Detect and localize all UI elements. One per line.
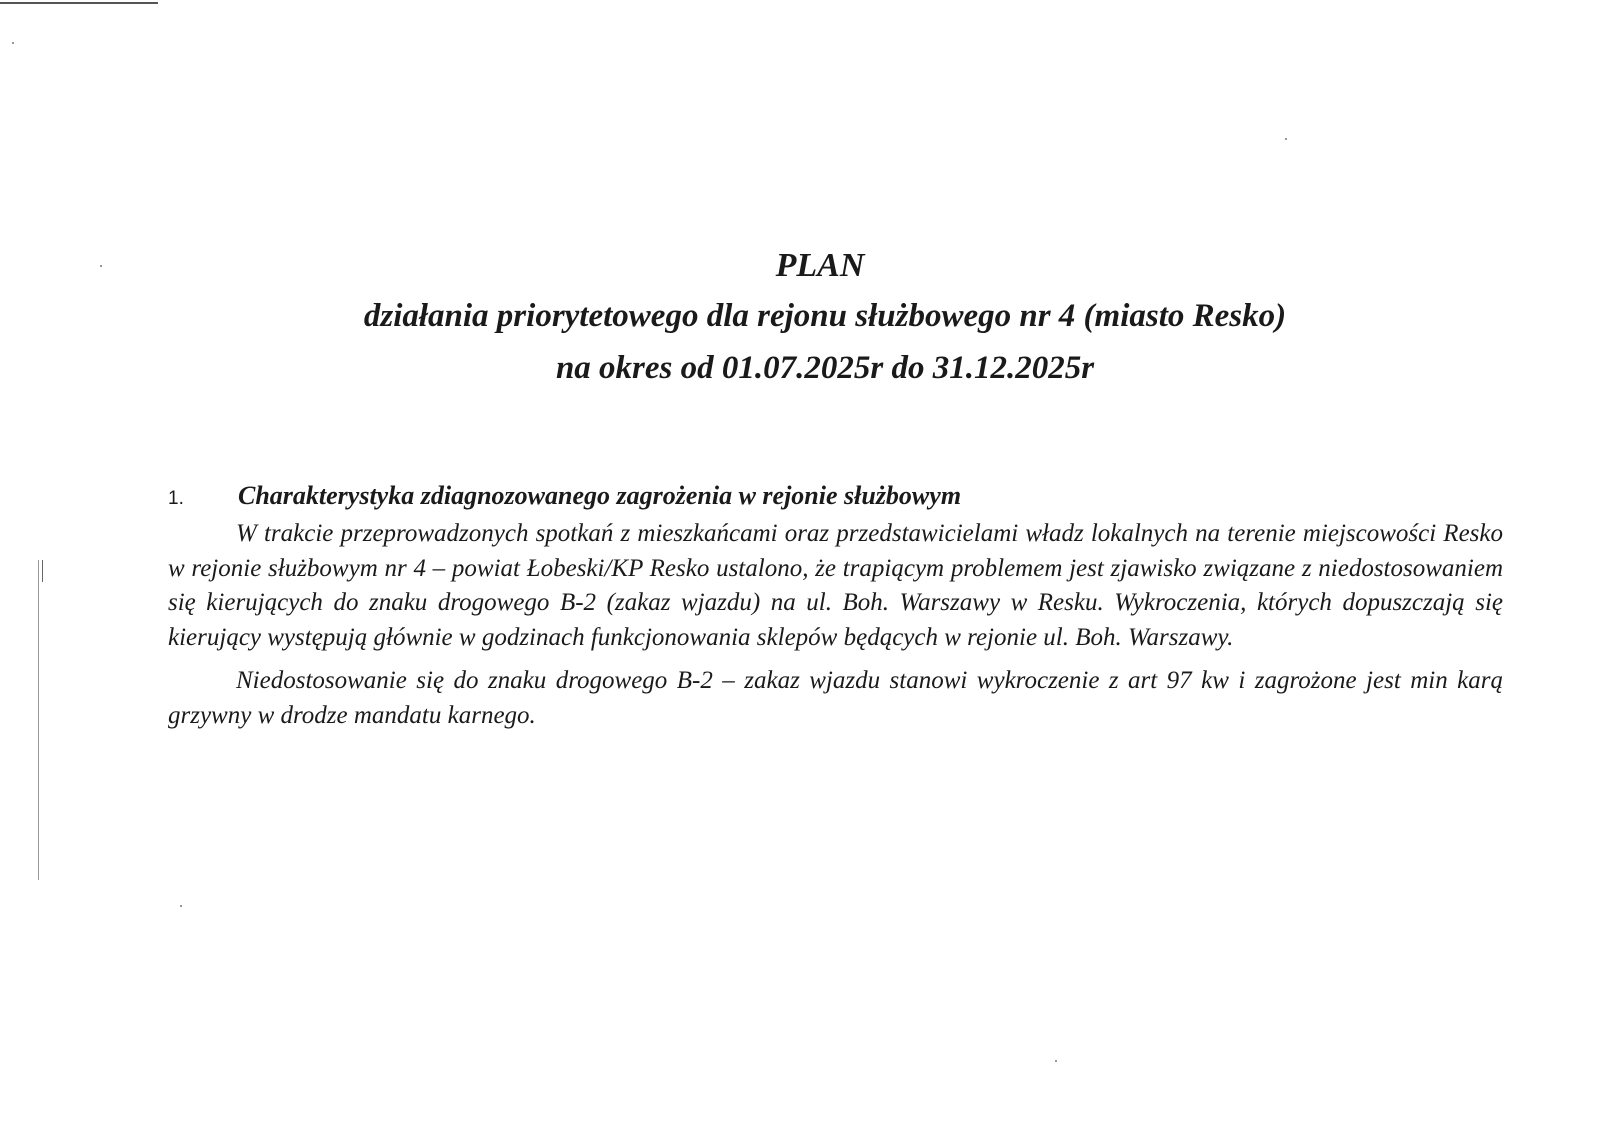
scan-artifact-dot [180,905,182,907]
scan-artifact-dot [1285,138,1287,140]
scan-artifact-left-margin [38,560,39,880]
section-1 [168,478,1503,733]
scan-artifact-dot [12,42,14,44]
section-paragraph-1: W trakcie przeprowadzonych spotkań z mieszkańcami oraz przedstawicielami władz lokalnych na terenie miejscowości Resko w rejonie służbowym nr 4 – powiat Łobeski/KP Resko ustalono, że trapiącym problemem jest zjawisko związane z niedostosowaniem się kierujących do znaku drogowego B-2 (zakaz wjazdu) na ul. Boh. Warszawy w Resku. Wykroczenia, których dopuszczają się kierujący występują głównie w godzinach funkcjonowania sklepów będących w rejonie ul. Boh. Warszawy. [168,520,1503,651]
document-title-block [0,242,1600,394]
scan-artifact-dot [1055,1060,1057,1062]
document-subtitle-line2: na okres od 01.07.2025r do 31.12.2025r [555,350,1095,386]
section-paragraph-2: Niedostosowanie się do znaku drogowego B-2 – zakaz wjazdu stanowi wykroczenie z art 97 kw i zagrożone jest min karą grzywny w drodze mandatu karnego. [168,667,1503,729]
section-number: 1. [168,488,184,509]
scan-artifact-left-margin-mark [42,560,43,582]
scan-artifact-top-line [0,2,158,4]
document-subtitle-line1: działania priorytetowego dla rejonu służbowego nr 4 (miasto Resko) [363,298,1287,334]
section-title: Charakterystyka zdiagnozowanego zagrożenia w rejonie służbowym [238,481,962,510]
section-heading [168,478,1503,517]
document-title: PLAN [775,247,865,284]
